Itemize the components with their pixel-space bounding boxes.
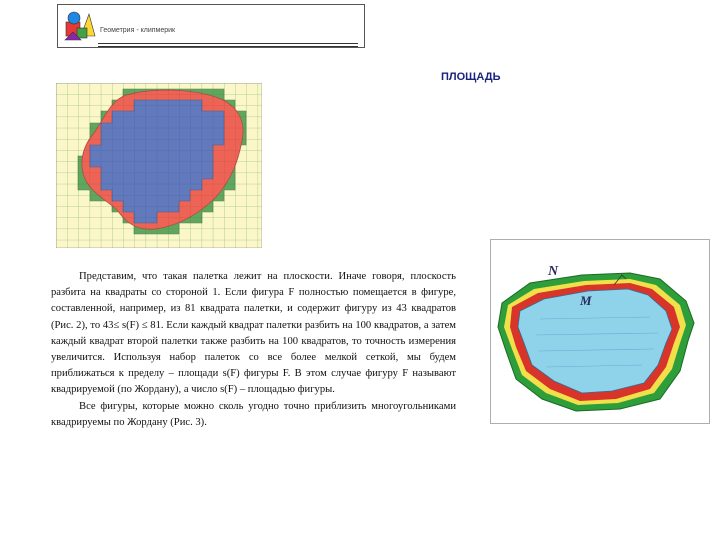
jordan-region-figure	[490, 239, 710, 424]
header-box	[57, 4, 365, 48]
label-m: M	[580, 293, 592, 308]
palette-grid-figure	[56, 83, 262, 248]
header-divider-second	[98, 46, 358, 47]
header-divider	[98, 43, 358, 44]
paragraph-2: Все фигуры, которые можно сколь угодно точно приблизить многоугольниками квадрируемы по Жордану (Рис. 3).	[51, 400, 456, 428]
header-caption: Геометрия - клипмерик	[100, 27, 176, 34]
page-title: ПЛОЩАДЬ	[441, 71, 501, 83]
paragraph-1: Представим, что такая палетка лежит на плоскости. Иначе говоря, плоскость разбита на квадраты со стороной 1. Если фигура F полностью помещается в фигуре, составленной, например, из 81 квадрата палетки, и содержит фигуру из 43 квадратов (Рис. 2), то 43≤ s(F) ≤ 81. Если каждый квадрат палетки разбить на 100 квадратов, а затем каждый квадрат второй палетки также разбить на 100 квадратов, то точность измерения увеличится. Используя набор палеток со все более мелкой сеткой, мы будем приближаться к пределу – площади s(F) фигуры F. В этом случае фигуру F называют квадрируемой (по Жордану), а число s(F) – площадью фигуры.	[51, 271, 456, 396]
geometry-logo-icon	[63, 8, 97, 44]
body-text	[51, 269, 456, 431]
grid-overlay	[56, 83, 262, 248]
label-n: N	[548, 264, 559, 279]
